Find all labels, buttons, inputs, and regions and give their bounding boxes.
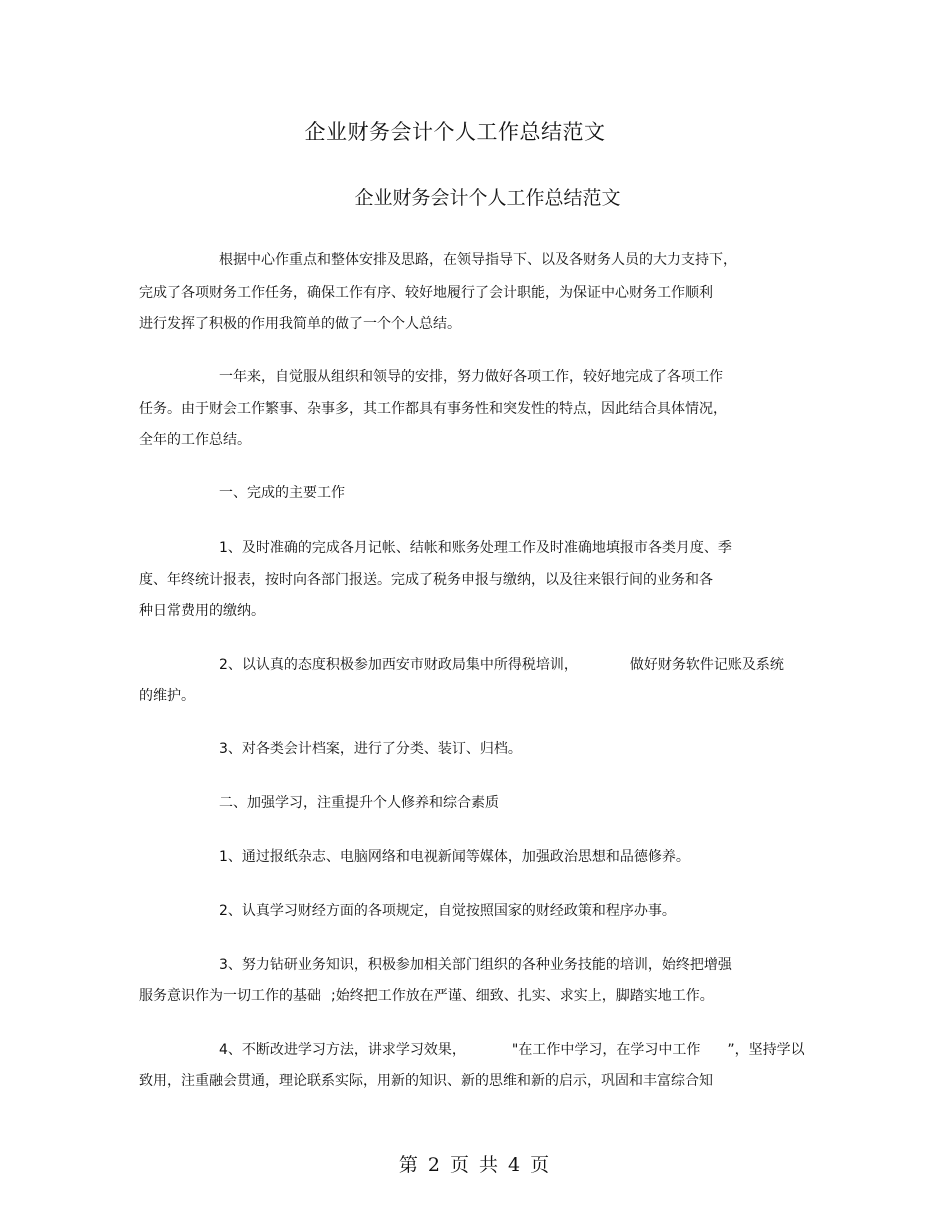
- paragraph-1-line-3: 进行发挥了积极的作用我简单的做了一个个人总结。: [139, 316, 461, 332]
- document-subtitle: 企业财务会计个人工作总结范文: [354, 187, 621, 209]
- study-item-1: 1、通过报纸杂志、电脑网络和电视新闻等媒体，加强政治思想和品德修养。: [219, 849, 690, 865]
- item-2-line-2: 的维护。: [139, 688, 195, 704]
- study-item-4-text-b: "在工作中学习，在学习中工作: [511, 1042, 701, 1058]
- study-item-3-text-b: ;始终把工作放在严谨、细致、扎实、求实上，脚踏实地工作。: [331, 988, 714, 1004]
- study-item-3-line-1: 3、努力钻研业务知识，积极参加相关部门组织的各种业务技能的培训，始终把增强: [219, 957, 732, 973]
- paragraph-2-line-1: 一年来，自觉服从组织和领导的安排，努力做好各项工作，较好地完成了各项工作: [219, 369, 723, 385]
- paragraph-2-line-3: 全年的工作总结。: [139, 432, 251, 448]
- item-2-text-a: 2、以认真的态度积极参加西安市财政局集中所得税培训，: [219, 657, 578, 673]
- document-title: 企业财务会计个人工作总结范文: [304, 120, 606, 144]
- item-2-text-b: 做好财务软件记账及系统: [629, 657, 784, 673]
- study-item-4-line-2: 致用，注重融会贯通，理论联系实际，用新的知识、新的思维和新的启示，巩固和丰富综合知: [139, 1073, 713, 1089]
- item-1-line-3: 种日常费用的缴纳。: [139, 603, 265, 619]
- item-1-line-1: 1、及时准确的完成各月记帐、结帐和账务处理工作及时准确地填报市各类月度、季: [219, 540, 732, 556]
- section-heading-2: 二、加强学习，注重提升个人修养和综合素质: [219, 795, 499, 811]
- page-number: 第 2 页 共 4 页: [398, 1154, 552, 1176]
- paragraph-1-line-1: 根据中心作重点和整体安排及思路，在领导指导下、以及各财务人员的大力支持下，: [219, 252, 737, 268]
- paragraph-2-line-2: 任务。由于财会工作繁事、杂事多，其工作都具有事务性和突发性的特点，因此结合具体情况，: [139, 401, 727, 417]
- section-heading-1: 一、完成的主要工作: [219, 485, 345, 501]
- study-item-4-text-a: 4、不断改进学习方法，讲求学习效果，: [219, 1042, 466, 1058]
- study-item-2: 2、认真学习财经方面的各项规定，自觉按照国家的财经政策和程序办事。: [219, 903, 676, 919]
- study-item-3-line-2: [139, 987, 714, 1005]
- study-item-3-text-a: 服务意识作为一切工作的基础: [139, 988, 321, 1004]
- item-2-line-1: [219, 656, 784, 674]
- item-1-line-2: 度、年终统计报表，按时向各部门报送。完成了税务申报与缴纳，以及往来银行间的业务和各: [139, 572, 713, 588]
- item-3: 3、对各类会计档案，进行了分类、装订、归档。: [219, 741, 522, 757]
- study-item-4-text-c: ”，坚持学以: [727, 1042, 805, 1058]
- study-item-4-line-1: [219, 1041, 805, 1059]
- paragraph-1-line-2: 完成了各项财务工作任务，确保工作有序、较好地履行了会计职能，为保证中心财务工作顺利: [139, 285, 713, 301]
